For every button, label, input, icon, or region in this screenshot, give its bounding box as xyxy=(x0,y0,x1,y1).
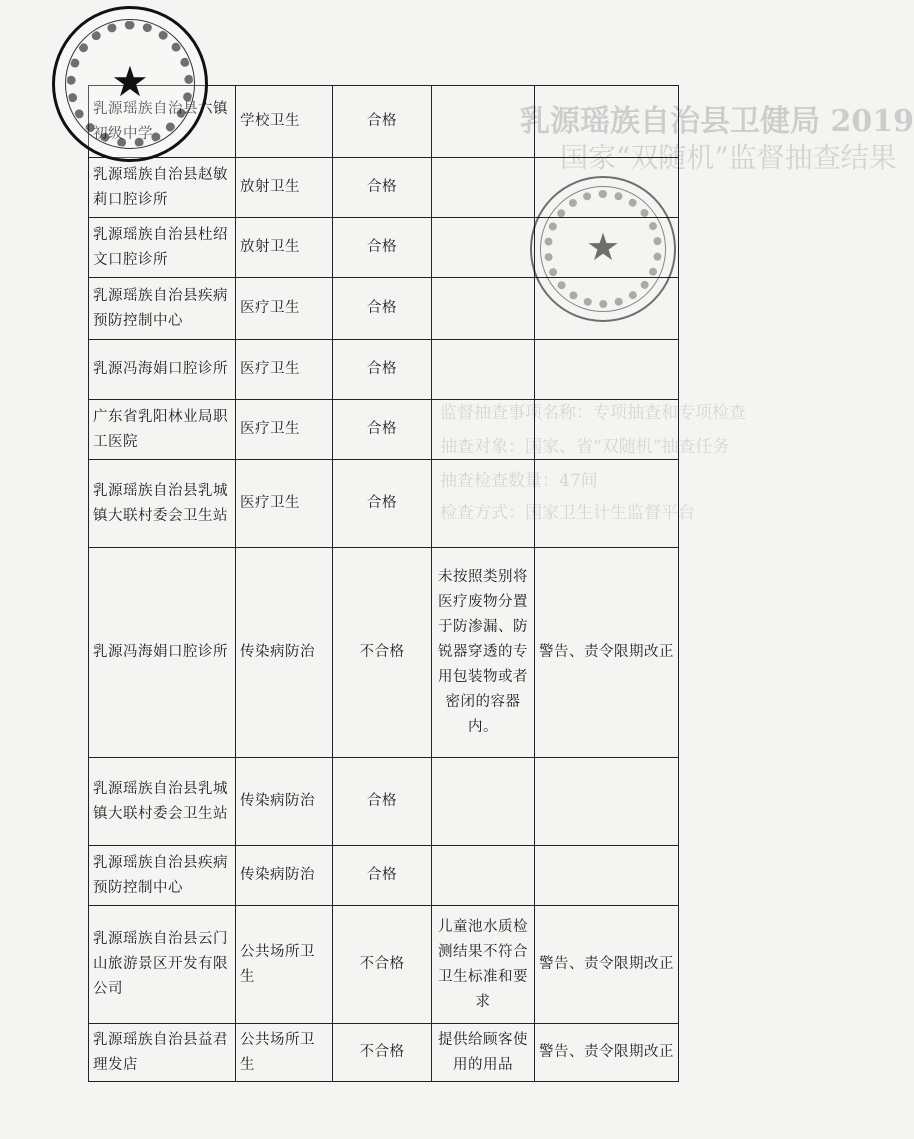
table-row xyxy=(89,846,679,906)
action-cell: 警告、责令限期改正 xyxy=(535,1024,679,1082)
result-cell: 合格 xyxy=(333,400,432,460)
inspection-type-cell: 放射卫生 xyxy=(236,158,333,218)
inspection-type-cell: 医疗卫生 xyxy=(236,340,333,400)
action-cell xyxy=(535,758,679,846)
subject-name-cell: 乳源瑶族自治县疾病预防控制中心 xyxy=(89,278,236,340)
subject-name-cell: 乳源瑶族自治县乳城镇大联村委会卫生站 xyxy=(89,758,236,846)
action-cell xyxy=(535,340,679,400)
table-row xyxy=(89,340,679,400)
result-cell: 合格 xyxy=(333,758,432,846)
issue-cell xyxy=(432,86,535,158)
inspection-type-cell: 公共场所卫生 xyxy=(236,906,333,1024)
subject-name-cell: 乳源瑶族自治县云门山旅游景区开发有限公司 xyxy=(89,906,236,1024)
result-cell: 不合格 xyxy=(333,906,432,1024)
issue-cell: 提供给顾客使用的用品 xyxy=(432,1024,535,1082)
action-cell: 警告、责令限期改正 xyxy=(535,906,679,1024)
table-row xyxy=(89,906,679,1024)
subject-name-cell: 乳源瑶族自治县益君理发店 xyxy=(89,1024,236,1082)
issue-cell: 儿童池水质检测结果不符合卫生标准和要求 xyxy=(432,906,535,1024)
action-cell xyxy=(535,400,679,460)
result-cell: 不合格 xyxy=(333,548,432,758)
subject-name-cell: 广东省乳阳林业局职工医院 xyxy=(89,400,236,460)
subject-name-cell: 乳源冯海娟口腔诊所 xyxy=(89,548,236,758)
subject-name-cell: 乳源瑶族自治县疾病预防控制中心 xyxy=(89,846,236,906)
issue-cell xyxy=(432,340,535,400)
bleed-through-line: 抽查对象：国家、省“双随机”抽查任务 xyxy=(440,437,730,457)
bleed-through-line: 抽查检查数量：47间 xyxy=(440,471,598,491)
bleed-through-title: 乳源瑶族自治县卫健局 2019 xyxy=(520,104,914,139)
result-cell: 合格 xyxy=(333,86,432,158)
issue-cell xyxy=(432,278,535,340)
star-icon: ★ xyxy=(585,224,621,269)
action-cell: 警告、责令限期改正 xyxy=(535,548,679,758)
issue-cell xyxy=(432,218,535,278)
subject-name-cell: 乳源瑶族自治县赵敏莉口腔诊所 xyxy=(89,158,236,218)
inspection-type-cell: 放射卫生 xyxy=(236,218,333,278)
result-cell: 合格 xyxy=(333,278,432,340)
official-seal-stamp xyxy=(52,6,208,162)
subject-name-cell: 乳源冯海娟口腔诊所 xyxy=(89,340,236,400)
star-icon: ★ xyxy=(111,56,149,106)
result-cell: 不合格 xyxy=(333,1024,432,1082)
bleed-through-subtitle: 国家“双随机”监督抽查结果 xyxy=(560,141,897,174)
result-cell: 合格 xyxy=(333,340,432,400)
official-seal-stamp-faint xyxy=(530,176,676,322)
inspection-type-cell: 医疗卫生 xyxy=(236,400,333,460)
result-cell: 合格 xyxy=(333,158,432,218)
inspection-type-cell: 公共场所卫生 xyxy=(236,1024,333,1082)
table-row xyxy=(89,460,679,548)
table-row xyxy=(89,400,679,460)
inspection-type-cell: 医疗卫生 xyxy=(236,460,333,548)
result-cell: 合格 xyxy=(333,460,432,548)
bleed-through-line: 监督抽查事项名称：专项抽查和专项检查 xyxy=(440,403,746,423)
action-cell xyxy=(535,846,679,906)
bleed-through-line: 检查方式：国家卫生计生监督平台 xyxy=(440,503,695,523)
inspection-type-cell: 传染病防治 xyxy=(236,548,333,758)
result-cell: 合格 xyxy=(333,846,432,906)
action-cell xyxy=(535,86,679,158)
issue-cell: 未按照类别将医疗废物分置于防渗漏、防锐器穿透的专用包装物或者密闭的容器内。 xyxy=(432,548,535,758)
inspection-type-cell: 传染病防治 xyxy=(236,758,333,846)
subject-name-cell: 乳源瑶族自治县六镇初级中学 xyxy=(89,86,236,158)
inspection-type-cell: 传染病防治 xyxy=(236,846,333,906)
result-cell: 合格 xyxy=(333,218,432,278)
issue-cell xyxy=(432,846,535,906)
table-row xyxy=(89,1024,679,1082)
action-cell xyxy=(535,460,679,548)
table-row xyxy=(89,548,679,758)
table-row xyxy=(89,758,679,846)
issue-cell xyxy=(432,158,535,218)
subject-name-cell: 乳源瑶族自治县乳城镇大联村委会卫生站 xyxy=(89,460,236,548)
inspection-type-cell: 医疗卫生 xyxy=(236,278,333,340)
issue-cell xyxy=(432,400,535,460)
inspection-type-cell: 学校卫生 xyxy=(236,86,333,158)
issue-cell xyxy=(432,460,535,548)
subject-name-cell: 乳源瑶族自治县杜绍文口腔诊所 xyxy=(89,218,236,278)
issue-cell xyxy=(432,758,535,846)
